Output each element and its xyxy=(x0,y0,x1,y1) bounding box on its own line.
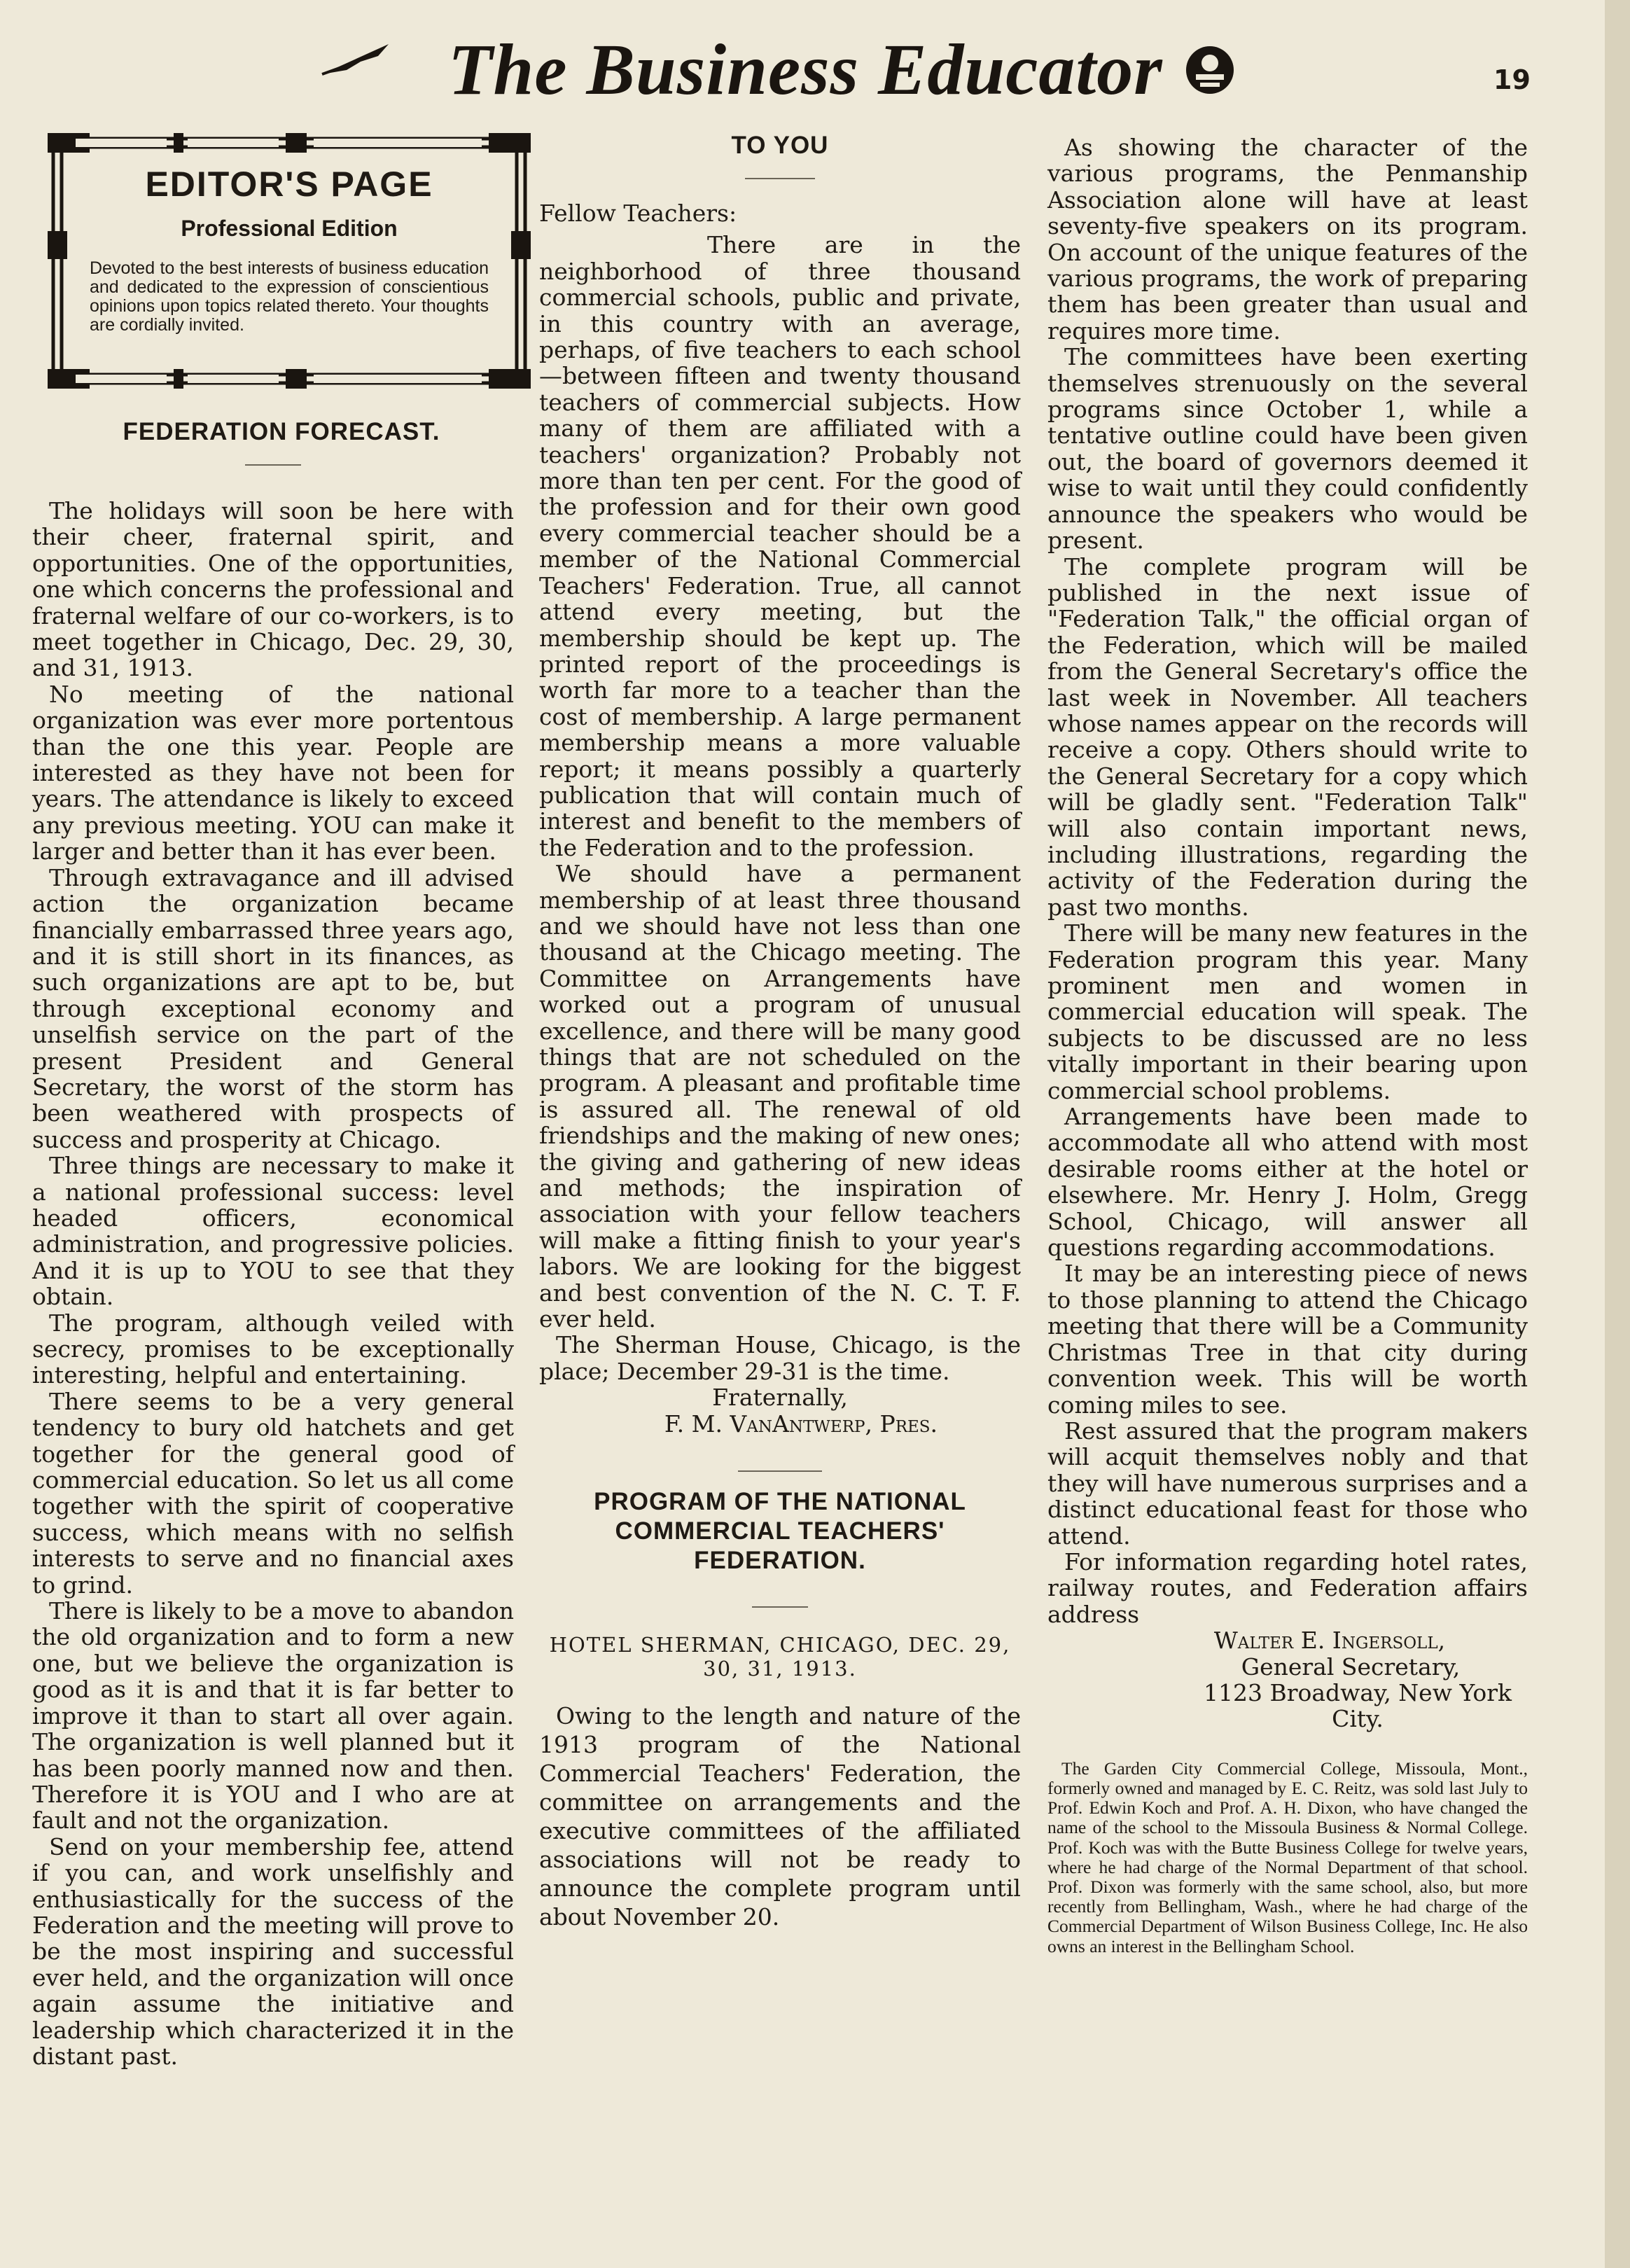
paragraph: There seems to be a very general tendency to bury old hatchets and get together for the general good of commercial education. So let us all come together with the spirit of cooperative success, which means with no selfish interests to serve and no financial axes to grind. xyxy=(32,1387,514,1599)
paragraph: We should have a permanent membership of at least three thousand and we should have not less than one thousand at the Chicago meeting. The Committee on Arrangements have worked out a program of unusual excellence, and there will be many good things that are not scheduled on the program. A pleasant and profitable time is assured all. The renewal of old friendships and the making of new ones; the giving and gathering of new ideas and methods; the inspiration of association with your fellow teachers will make a fitting finish to your year's labors. We are looking for the biggest and best convention of the N. C. T. F. ever held. xyxy=(539,860,1021,1333)
news-note xyxy=(1047,1759,1528,1956)
paragraph: There will be many new features in the Federation program this year. Many prominent men and women in commercial education will speak. The subjects to be discussed are no less vitally important in their bearing upon commercial school problems. xyxy=(1047,919,1528,1104)
salutation: Fellow Teachers: xyxy=(539,200,737,227)
paragraph: For information regarding hotel rates, railway routes, and Federation affairs address xyxy=(1047,1547,1528,1628)
editor-box-description: Devoted to the best interests of business education and dedicated to the expression of conscientious opinions upon topics related thereto. Your thoughts are cordially invited. xyxy=(90,258,489,335)
column-middle xyxy=(539,126,1021,1931)
column-left xyxy=(32,126,514,2069)
paragraph: The holidays will soon be here with their cheer, fraternal spirit, and opportunities. One of the opportunities, one which concerns the professional and fraternal welfare of our co-workers, is to meet together in Chicago, Dec. 29, 30, and 31, 1913. xyxy=(32,497,514,682)
masthead xyxy=(0,0,1630,119)
signature-address: 1123 Broadway, New York City. xyxy=(1203,1678,1512,1733)
paragraph: There are in the neighborhood of three thousand commercial schools, public and private, in this country with an average, perhaps, of five teachers to each school —between fifteen and twenty thousand teachers of commercial subjects. How many of them are affiliated with a teachers' organization? Probably not more than ten per cent. For the good of the profession and for their own good every commercial teacher should be a member of the National Commercial Teachers' Federation. True, all cannot attend every meeting, but the membership should be kept up. The printed report of the proceedings is worth far more to a teacher than the cost of membership. A large permanent membership means a more valuable report; it means possibly a quarterly publication that will contain much of interest and benefit to the members of the Federation and to the profession. xyxy=(539,231,1021,861)
paragraph: Through extravagance and ill advised action the organization became financially embarrassed three years ago, and it is still short in its finances, as such organizations are apt to be, but through exceptional economy and unselfish service on the part of the present President and General Secretary, the worst of the storm has been weathered with prospects of success and prosperity at Chicago. xyxy=(32,863,514,1153)
paragraph: The program, although veiled with secrecy, promises to be exceptionally interesting, helpful and entertaining. xyxy=(32,1309,514,1389)
editor-box xyxy=(48,133,531,389)
masthead-title: The Business Educator xyxy=(448,29,1163,110)
to-you-heading: TO YOU xyxy=(731,132,829,159)
closing: Fraternally, xyxy=(712,1384,848,1412)
paragraph: Owing to the length and nature of the 1913 program of the National Commercial Teachers' Federation, the committee on arrangements and the executive committees of the affiliated associations will not be ready to announce the complete program until about November 20. xyxy=(539,1702,1021,1931)
heading-rule xyxy=(752,1606,808,1608)
program-heading: PROGRAM OF THE NATIONAL COMMERCIAL TEACHERS' FEDERATION. xyxy=(594,1488,966,1575)
heading-rule xyxy=(245,464,301,466)
paragraph: Rest assured that the program makers will acquit themselves nobly and that they will have numerous surprises and a distinct educational feast for those who attend. xyxy=(1047,1417,1528,1550)
paragraph: Three things are necessary to make it a national professional success: level headed officers, economical administration, and progressive policies. And it is up to YOU to see that they obtain. xyxy=(32,1152,514,1311)
editor-box-subtitle: Professional Edition xyxy=(181,216,398,241)
section-rule xyxy=(738,1470,822,1472)
quill-icon xyxy=(319,41,396,79)
paragraph: Arrangements have been made to accommodate all who attend with most desirable rooms either at the hotel or elsewhere. Mr. Henry J. Holm, Gregg School, Chicago, will answer all questions regarding accommodations. xyxy=(1047,1103,1528,1262)
paragraph: The Sherman House, Chicago, is the place; December 29-31 is the time. xyxy=(539,1331,1021,1385)
emblem-icon xyxy=(1182,42,1238,98)
page-number: 19 xyxy=(1493,64,1531,95)
paragraph: No meeting of the national organization was ever more portentous than the one this year. People are interested as they have not been for years. The attendance is likely to exceed any previous meeting. YOU can make it larger and better than it has ever been. xyxy=(32,680,514,865)
paragraph: Send on your membership fee, attend if you can, and work unselfishly and enthusiastically for the success of the Federation and the meeting will prove to be the most inspiring and successful ever held, and the organization will once again assume the initiative and leadership which characterized it in the distant past. xyxy=(32,1832,514,2070)
paragraph: There is likely to be a move to abandon the old organization and to form a new one, but we believe the organization is good as it is and that it is far better to improve it than to start all over again. The organization is well planned but it has been poorly manned now and then. Therefore it is YOU and I who are at fault and not the organization. xyxy=(32,1597,514,1835)
column-right xyxy=(1047,134,1528,1956)
paragraph: It may be an interesting piece of news to those planning to attend the Chicago meeting that there will be a Community Christmas Tree in that city during convention week. This will be worth coming miles to see. xyxy=(1047,1260,1528,1419)
paragraph: The complete program will be published in the next issue of "Federation Talk," the official organ of the Federation, which will be mailed from the General Secretary's office the last week in November. All teachers whose names appear on the records will receive a copy. Others should write to the General Secretary for a copy which will be gladly sent. "Federation Talk" will also contain important news, including illustrations, regarding the activity of the Federation during the past two months. xyxy=(1047,552,1528,921)
page-edge xyxy=(1605,0,1630,2268)
signature-name: Walter E. Ingersoll, xyxy=(1213,1627,1446,1655)
news-note-text: The Garden City Commercial College, Missoula, Mont., formerly owned and managed by E. C. Reitz, was sold last July to Prof. Edwin Koch and Prof. A. H. Dixon, who have changed the name of the school to the Missoula Business & Normal College. Prof. Koch was with the Butte Business College for twelve years, where he had charge of the Normal Department of that school. Prof. Dixon was formerly with the same school, also, but more recently from Bellingham, Wash., where he had charge of the Commercial Department of Wilson Business College, Inc. He also owns an interest in the Bellingham School. xyxy=(1047,1758,1528,1956)
signature-title: General Secretary, xyxy=(1241,1653,1461,1681)
signature: F. M. VanAntwerp, Pres. xyxy=(664,1410,938,1438)
paragraph: The committees have been exerting themselves strenuously on the several programs since October 1, while a tentative outline could have been given out, the board of governors deemed it wise to wait until they could confidently announce the speakers who would be present. xyxy=(1047,343,1528,555)
heading-rule xyxy=(745,178,815,179)
editor-box-title: EDITOR'S PAGE xyxy=(145,165,433,204)
program-dateline: HOTEL SHERMAN, CHICAGO, DEC. 29, 30, 31, 1913. xyxy=(549,1633,1011,1681)
paragraph: As showing the character of the various programs, the Penmanship Association alone will have at least seventy-five speakers on its program. On account of the unique features of the various programs, the work of preparing them has been greater than usual and requires more time. xyxy=(1047,134,1528,345)
federation-forecast-heading: FEDERATION FORECAST. xyxy=(123,418,440,445)
